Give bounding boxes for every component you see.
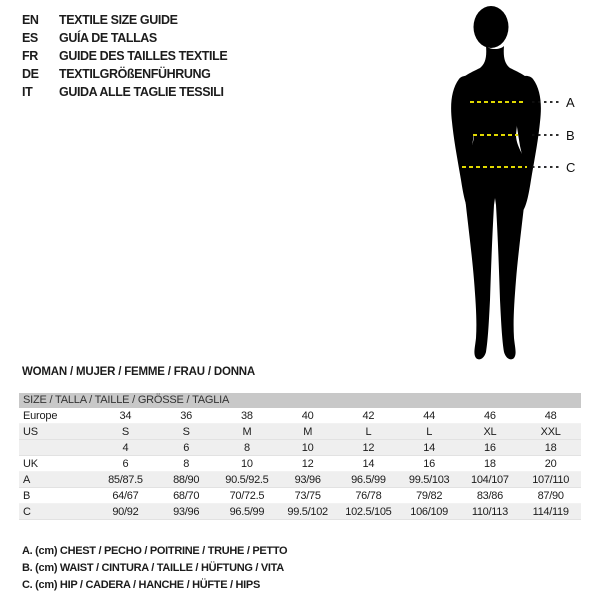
legend-line: A. (cm) CHEST / PECHO / POITRINE / TRUHE / PETTO bbox=[22, 545, 288, 557]
language-row bbox=[22, 47, 227, 65]
table-row bbox=[19, 488, 581, 504]
language-code: IT bbox=[22, 85, 33, 99]
language-code: DE bbox=[22, 67, 39, 81]
size-table-header: SIZE / TALLA / TAILLE / GRÖSSE / TAGLIA bbox=[19, 393, 581, 408]
size-cell: 6 bbox=[122, 457, 129, 470]
size-cell: 40 bbox=[301, 409, 314, 422]
size-cell: 64/67 bbox=[112, 489, 139, 502]
size-cell: S bbox=[121, 425, 129, 438]
size-cell: L bbox=[365, 425, 372, 438]
size-cell: 114/119 bbox=[532, 505, 569, 518]
language-label: GUÍA DE TALLAS bbox=[59, 31, 157, 45]
size-cell: 73/75 bbox=[294, 489, 321, 502]
woman-silhouette-figure bbox=[420, 0, 600, 380]
size-cell: 14 bbox=[362, 457, 375, 470]
legend-line: B. (cm) WAIST / CINTURA / TAILLE / HÜFTUNG / VITA bbox=[22, 562, 284, 574]
row-label: C bbox=[23, 505, 31, 518]
language-row bbox=[22, 11, 227, 29]
row-label: Europe bbox=[23, 409, 58, 422]
size-cell: 42 bbox=[362, 409, 375, 422]
size-cell: 102.5/105 bbox=[345, 505, 392, 518]
table-row bbox=[19, 440, 581, 456]
size-cell: 96.5/99 bbox=[351, 473, 386, 486]
table-row bbox=[19, 424, 581, 440]
row-label: A bbox=[23, 473, 31, 486]
size-cell: 8 bbox=[243, 441, 250, 454]
size-cell: 90/92 bbox=[112, 505, 139, 518]
size-cell: 16 bbox=[484, 441, 496, 454]
size-cell: 87/90 bbox=[537, 489, 564, 502]
language-code: EN bbox=[22, 13, 39, 27]
language-code: FR bbox=[22, 49, 38, 63]
table-row bbox=[19, 504, 581, 520]
language-row bbox=[22, 29, 227, 47]
size-cell: 99.5/102 bbox=[287, 505, 328, 518]
size-cell: 12 bbox=[301, 457, 314, 470]
size-cell: 88/90 bbox=[173, 473, 200, 486]
size-cell: 18 bbox=[484, 457, 496, 470]
size-cell: 34 bbox=[119, 409, 132, 422]
size-cell: 16 bbox=[423, 457, 435, 470]
language-row bbox=[22, 65, 227, 83]
size-cell: 10 bbox=[301, 441, 314, 454]
size-cell: 70/72.5 bbox=[229, 489, 265, 502]
table-row bbox=[19, 472, 581, 488]
size-cell: XXL bbox=[540, 425, 561, 438]
row-label: UK bbox=[23, 457, 38, 470]
table-row bbox=[19, 408, 581, 424]
size-cell: 12 bbox=[362, 441, 375, 454]
size-cell: 93/96 bbox=[173, 505, 200, 518]
size-cell: 44 bbox=[423, 409, 435, 422]
size-cell: 110/113 bbox=[471, 505, 508, 518]
measurement-legend bbox=[22, 543, 287, 594]
size-cell: 104/107 bbox=[471, 473, 509, 486]
size-cell: 96.5/99 bbox=[229, 505, 265, 518]
measure-label-c: C bbox=[566, 160, 576, 175]
size-cell: S bbox=[182, 425, 190, 438]
language-label: TEXTILGRÖßENFÜHRUNG bbox=[59, 67, 211, 81]
legend-line: C. (cm) HIP / CADERA / HANCHE / HÜFTE / HIPS bbox=[22, 579, 260, 591]
row-label: US bbox=[23, 425, 38, 438]
size-cell: 99.5/103 bbox=[408, 473, 450, 486]
size-cell: 48 bbox=[544, 409, 557, 422]
size-cell: 85/87.5 bbox=[108, 473, 143, 486]
language-label: TEXTILE SIZE GUIDE bbox=[59, 13, 178, 27]
size-cell: 36 bbox=[180, 409, 192, 422]
size-cell: 4 bbox=[122, 441, 129, 454]
measure-label-b: B bbox=[566, 128, 575, 143]
size-cell: 93/96 bbox=[294, 473, 321, 486]
size-cell: 10 bbox=[241, 457, 253, 470]
size-cell: 46 bbox=[484, 409, 496, 422]
size-cell: M bbox=[242, 425, 252, 438]
size-cell: 83/86 bbox=[476, 489, 503, 502]
section-title: WOMAN / MUJER / FEMME / FRAU / DONNA bbox=[22, 366, 256, 378]
table-row bbox=[19, 456, 581, 472]
row-label: B bbox=[23, 489, 31, 502]
size-cell: 90.5/92.5 bbox=[225, 473, 269, 486]
size-cell: 79/82 bbox=[416, 489, 443, 502]
language-label: GUIDE DES TAILLES TEXTILE bbox=[59, 49, 228, 63]
size-table bbox=[19, 393, 581, 520]
silhouette-head bbox=[474, 6, 509, 48]
size-cell: L bbox=[426, 425, 433, 438]
size-cell: 107/110 bbox=[532, 473, 570, 486]
language-label: GUIDA ALLE TAGLIE TESSILI bbox=[59, 85, 224, 99]
size-cell: 8 bbox=[183, 457, 190, 470]
size-cell: 20 bbox=[544, 457, 557, 470]
size-cell: 38 bbox=[241, 409, 253, 422]
size-table-body bbox=[19, 408, 581, 520]
size-cell: 106/109 bbox=[410, 505, 448, 518]
language-code: ES bbox=[22, 31, 38, 45]
size-cell: 14 bbox=[423, 441, 435, 454]
size-cell: 6 bbox=[183, 441, 190, 454]
size-cell: M bbox=[303, 425, 313, 438]
language-title-block bbox=[22, 11, 227, 101]
row-label bbox=[19, 440, 95, 455]
measure-label-a: A bbox=[566, 95, 575, 110]
language-row bbox=[22, 83, 227, 101]
size-cell: 68/70 bbox=[173, 489, 200, 502]
size-cell: 76/78 bbox=[355, 489, 382, 502]
size-cell: XL bbox=[483, 425, 497, 438]
size-cell: 18 bbox=[544, 441, 557, 454]
